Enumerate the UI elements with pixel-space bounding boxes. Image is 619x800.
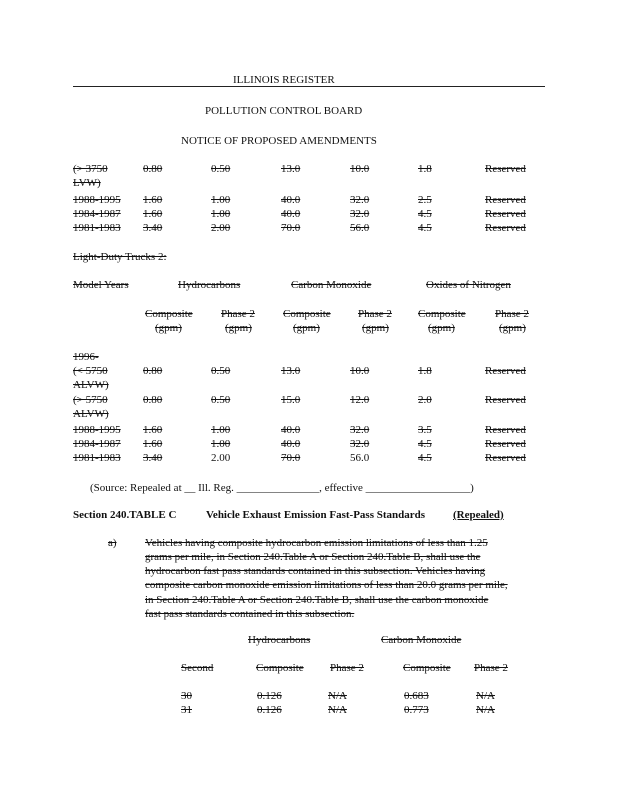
table-cell: 1.60	[143, 194, 163, 206]
table-cell: 40.0	[281, 438, 301, 450]
table-row-year-cont: ALVW)	[73, 408, 109, 420]
table-cell: 1.00	[211, 438, 231, 450]
table-row-year: 1984-1987	[73, 438, 121, 450]
table-cell: 2.00	[211, 222, 231, 234]
table-cell: 0.50	[211, 163, 231, 175]
table-cell: 0.80	[143, 394, 163, 406]
table-cell: 0.773	[404, 704, 429, 716]
header-rule	[73, 86, 545, 87]
table-cell: 1.00	[211, 208, 231, 220]
col-model-years: Model Years	[73, 279, 129, 291]
table-cell: 10.0	[350, 163, 370, 175]
table-cell: 4.5	[418, 452, 432, 464]
table-cell: 13.0	[281, 163, 301, 175]
table-cell: N/A	[476, 690, 495, 702]
table-cell: 1.8	[418, 163, 432, 175]
table-cell: Reserved	[485, 424, 526, 436]
table-cell: Reserved	[485, 194, 526, 206]
table-cell: 1.60	[143, 438, 163, 450]
para-line: in Section 240.Table A or Section 240.Table B, shall use the carbon monoxide	[145, 594, 489, 606]
table-row-year-cont: LVW)	[73, 177, 101, 189]
subheader-unit: (gpm)	[293, 322, 320, 334]
source-note: (Source: Repealed at __ Ill. Reg. _______________, effective ___________________)	[90, 482, 474, 494]
table-cell: 32.0	[350, 208, 370, 220]
table-cell: Reserved	[485, 163, 526, 175]
subheader-unit: (gpm)	[362, 322, 389, 334]
table-cell: 1.00	[211, 424, 231, 436]
col-composite: Composite	[256, 662, 304, 674]
table-cell: 0.80	[143, 365, 163, 377]
table-cell: 0.126	[257, 690, 282, 702]
subheader-unit: (gpm)	[155, 322, 182, 334]
table-cell: 31	[181, 704, 192, 716]
col-carbon-monoxide: Carbon Monoxide	[381, 634, 462, 646]
table-cell: 32.0	[350, 438, 370, 450]
table-cell: 2.5	[418, 194, 432, 206]
table-cell: 0.126	[257, 704, 282, 716]
subheader: Phase 2	[358, 308, 392, 320]
table-cell: 15.0	[281, 394, 301, 406]
section-title: Vehicle Exhaust Emission Fast-Pass Standards	[206, 509, 426, 521]
para-line: fast pass standards contained in this subsection.	[145, 608, 355, 620]
table-cell: 32.0	[350, 194, 370, 206]
col-carbon-monoxide: Carbon Monoxide	[291, 279, 372, 291]
table-cell: 4.5	[418, 222, 432, 234]
table-row-year: 1981-1983	[73, 222, 121, 234]
table-cell: 0.683	[404, 690, 429, 702]
table-cell: 1.00	[211, 194, 231, 206]
table-row-year: (> 5750	[73, 394, 108, 406]
table-cell: 40.0	[281, 208, 301, 220]
para-line: hydrocarbon fast pass standards contained in this subsection. Vehicles having	[145, 565, 486, 577]
table-cell: Reserved	[485, 365, 526, 377]
col-composite: Composite	[403, 662, 451, 674]
subheader-unit: (gpm)	[225, 322, 252, 334]
col-hydrocarbons: Hydrocarbons	[248, 634, 311, 646]
table-cell: 40.0	[281, 424, 301, 436]
table-row-year: 1981-1983	[73, 452, 121, 464]
subheader: Composite	[418, 308, 466, 320]
col-phase2: Phase 2	[330, 662, 364, 674]
subheader-unit: (gpm)	[428, 322, 455, 334]
section-number: Section 240.TABLE C	[73, 509, 177, 521]
ldt2-title: Light-Duty Trucks 2:	[73, 251, 167, 263]
table-cell: 0.50	[211, 365, 231, 377]
table-cell: Reserved	[485, 222, 526, 234]
table-cell: 56.0	[350, 222, 370, 234]
table-cell: 1.8	[418, 365, 432, 377]
table-cell: 0.50	[211, 394, 231, 406]
table-cell: 4.5	[418, 438, 432, 450]
table-cell: 30	[181, 690, 192, 702]
board-title: POLLUTION CONTROL BOARD	[205, 105, 363, 117]
table-cell: Reserved	[485, 438, 526, 450]
subheader-unit: (gpm)	[499, 322, 526, 334]
table-cell: 40.0	[281, 194, 301, 206]
para-line: Vehicles having composite hydrocarbon emission limitations of less than 1.25	[145, 537, 488, 549]
notice-title: NOTICE OF PROPOSED AMENDMENTS	[181, 135, 377, 147]
table-cell: 0.80	[143, 163, 163, 175]
table-cell: N/A	[476, 704, 495, 716]
col-second: Second	[181, 662, 214, 674]
table-row-year-cont: (< 5750	[73, 365, 108, 377]
subheader: Phase 2	[221, 308, 255, 320]
table-cell: 3.40	[143, 452, 163, 464]
table-row-year: (> 3750	[73, 163, 108, 175]
table-row-year-cont: ALVW)	[73, 379, 109, 391]
table-cell: 70.0	[281, 222, 301, 234]
table-cell: Reserved	[485, 452, 526, 464]
para-label: a)	[108, 537, 117, 549]
table-cell: Reserved	[485, 208, 526, 220]
table-cell: 3.40	[143, 222, 163, 234]
col-hydrocarbons: Hydrocarbons	[178, 279, 241, 291]
para-line: composite carbon monoxide emission limitations of less than 20.0 grams per mile,	[145, 579, 508, 591]
table-cell: 56.0	[350, 452, 370, 464]
table-cell: N/A	[328, 690, 347, 702]
table-row-year: 1996-	[73, 351, 99, 363]
section-repealed: (Repealed)	[453, 509, 504, 521]
subheader: Phase 2	[495, 308, 529, 320]
table-cell: 12.0	[350, 394, 370, 406]
register-title: ILLINOIS REGISTER	[233, 74, 335, 86]
col-oxides-nitrogen: Oxides of Nitrogen	[426, 279, 511, 291]
table-cell: 4.5	[418, 208, 432, 220]
table-cell: N/A	[328, 704, 347, 716]
subheader: Composite	[145, 308, 193, 320]
table-cell: 3.5	[418, 424, 432, 436]
table-cell: 10.0	[350, 365, 370, 377]
table-row-year: 1988-1995	[73, 424, 121, 436]
table-cell: 2.00	[211, 452, 231, 464]
table-cell: 32.0	[350, 424, 370, 436]
table-cell: 1.60	[143, 424, 163, 436]
table-cell: 1.60	[143, 208, 163, 220]
table-cell: Reserved	[485, 394, 526, 406]
table-cell: 13.0	[281, 365, 301, 377]
table-cell: 2.0	[418, 394, 432, 406]
table-row-year: 1984-1987	[73, 208, 121, 220]
para-line: grams per mile, in Section 240.Table A or Section 240.Table B, shall use the	[145, 551, 481, 563]
table-cell: 70.0	[281, 452, 301, 464]
col-phase2: Phase 2	[474, 662, 508, 674]
table-row-year: 1988-1995	[73, 194, 121, 206]
subheader: Composite	[283, 308, 331, 320]
